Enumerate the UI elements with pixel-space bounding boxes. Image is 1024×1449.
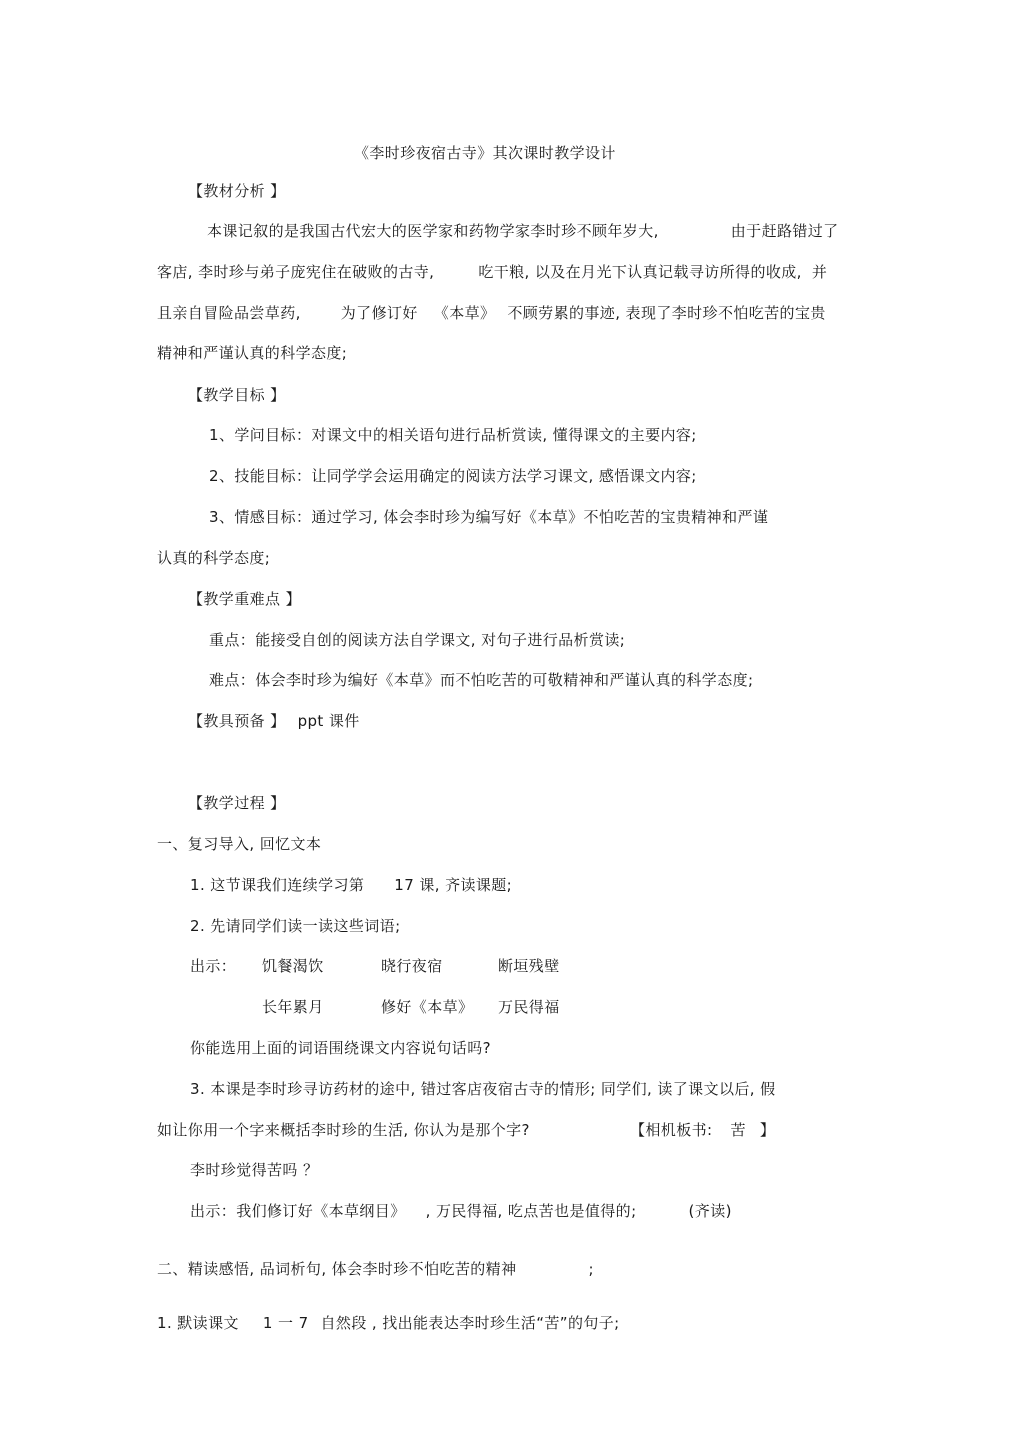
text-run: 1. 默读课文 bbox=[157, 1314, 239, 1332]
word-item: 饥餐渴饮 bbox=[262, 957, 324, 975]
text-run: 吃干粮, 以及在月光下认真记载寻访所得的收成, bbox=[478, 263, 802, 281]
board-note-end: 】 bbox=[759, 1121, 776, 1139]
text-run: 不顾劳累的事迹, 表现了李时珍不怕吃苦的宝贵 bbox=[507, 304, 826, 322]
text-run: ; bbox=[588, 1260, 594, 1278]
part-heading-review: 一、复习导入, 回忆文本 bbox=[157, 835, 322, 853]
question-line: 李时珍觉得苦吗 ？ bbox=[190, 1161, 319, 1179]
section-heading-teaching-aids: 【教具预备 】 bbox=[188, 712, 286, 730]
document-title: 《李时珍夜宿古寺》其次课时教学设计 bbox=[354, 144, 616, 162]
text-run: 本课记叙的是我国古代宏大的医学家和药物学家李时珍不顾年岁大, bbox=[207, 222, 659, 240]
word-item: 晓行夜宿 bbox=[381, 957, 443, 975]
text-run: 并 bbox=[811, 263, 828, 281]
key-point-item: 重点：能接受自创的阅读方法自学课文, 对句子进行品析赏读; bbox=[209, 631, 626, 649]
word-item: 修好《本草》 bbox=[381, 998, 474, 1016]
text-run: 1. 这节课我们连续学习第 bbox=[190, 876, 365, 894]
process-item bbox=[190, 875, 512, 895]
text-run: 由于赶路错过了 bbox=[730, 222, 839, 240]
goal-item-skill: 2、技能目标：让同学学会运用确定的阅读方法学习课文, 感悟课文内容; bbox=[209, 467, 697, 485]
section-heading-key-points: 【教学重难点 】 bbox=[188, 590, 301, 608]
process-item-cont: 如让你用一个字来概括李时珍的生活, 你认为是那个字? bbox=[157, 1121, 530, 1139]
teaching-aids-line bbox=[188, 711, 360, 731]
section-heading-process: 【教学过程 】 bbox=[188, 794, 286, 812]
paragraph-line bbox=[207, 221, 839, 241]
text-run: 出示：我们修订好《本草纲目》 bbox=[190, 1202, 406, 1220]
question-line: 你能选用上面的词语围绕课文内容说句话吗? bbox=[190, 1039, 491, 1057]
goal-item-emotion: 3、情感目标：通过学习, 体会李时珍为编写好《本草》不怕吃苦的宝贵精神和严谨 bbox=[209, 508, 769, 526]
word-item: 万民得福 bbox=[498, 998, 560, 1016]
process-item: 2. 先请同学们读一读这些词语; bbox=[190, 917, 401, 935]
paragraph-line bbox=[157, 262, 827, 282]
text-run: 为了修订好 bbox=[340, 304, 418, 322]
board-note bbox=[630, 1120, 775, 1140]
show-line bbox=[190, 1201, 732, 1221]
goal-item-emotion-cont: 认真的科学态度; bbox=[157, 549, 271, 567]
show-label: 出示： bbox=[190, 957, 237, 975]
book-title: 《本草》 bbox=[433, 304, 496, 322]
teaching-aids-value: ppt 课件 bbox=[297, 712, 360, 730]
goal-item-knowledge: 1、学问目标：对课文中的相关语句进行品析赏读, 懂得课文的主要内容; bbox=[209, 426, 697, 444]
text-run: 二、精读感悟, 品词析句, 体会李时珍不怕吃苦的精神 bbox=[157, 1260, 517, 1278]
text-run: 且亲自冒险品尝草药, bbox=[157, 304, 301, 322]
text-run: 自然段 , 找出能表达李时珍生活“苦”的句子; bbox=[320, 1314, 620, 1332]
paragraph-line bbox=[157, 303, 826, 323]
board-note-label: 【相机板书: bbox=[630, 1121, 713, 1139]
text-run: 1 一 7 bbox=[262, 1314, 309, 1332]
text-run: , 万民得福, 吃点苦也是值得的; bbox=[425, 1202, 637, 1220]
word-item: 长年累月 bbox=[262, 998, 324, 1016]
board-note-value: 苦 bbox=[730, 1121, 746, 1139]
word-item: 断垣残壁 bbox=[498, 957, 560, 975]
difficult-point-item: 难点：体会李时珍为编好《本草》而不怕吃苦的可敬精神和严谨认真的科学态度; bbox=[209, 671, 754, 689]
section-heading-teaching-goals: 【教学目标 】 bbox=[188, 386, 286, 404]
section-heading-material-analysis: 【教材分析 】 bbox=[188, 182, 286, 200]
paragraph-line: 精神和严谨认真的科学态度; bbox=[157, 344, 348, 362]
read-together-note: (齐读) bbox=[688, 1202, 732, 1220]
process-item bbox=[157, 1313, 620, 1333]
text-run: 17 课, 齐读课题; bbox=[394, 876, 513, 894]
process-item: 3. 本课是李时珍寻访药材的途中, 错过客店夜宿古寺的情形; 同学们, 读了课文以后, 假 bbox=[190, 1080, 776, 1098]
part-heading-close-reading bbox=[157, 1259, 594, 1279]
text-run: 客店, 李时珍与弟子庞宪住在破败的古寺, bbox=[157, 263, 435, 281]
